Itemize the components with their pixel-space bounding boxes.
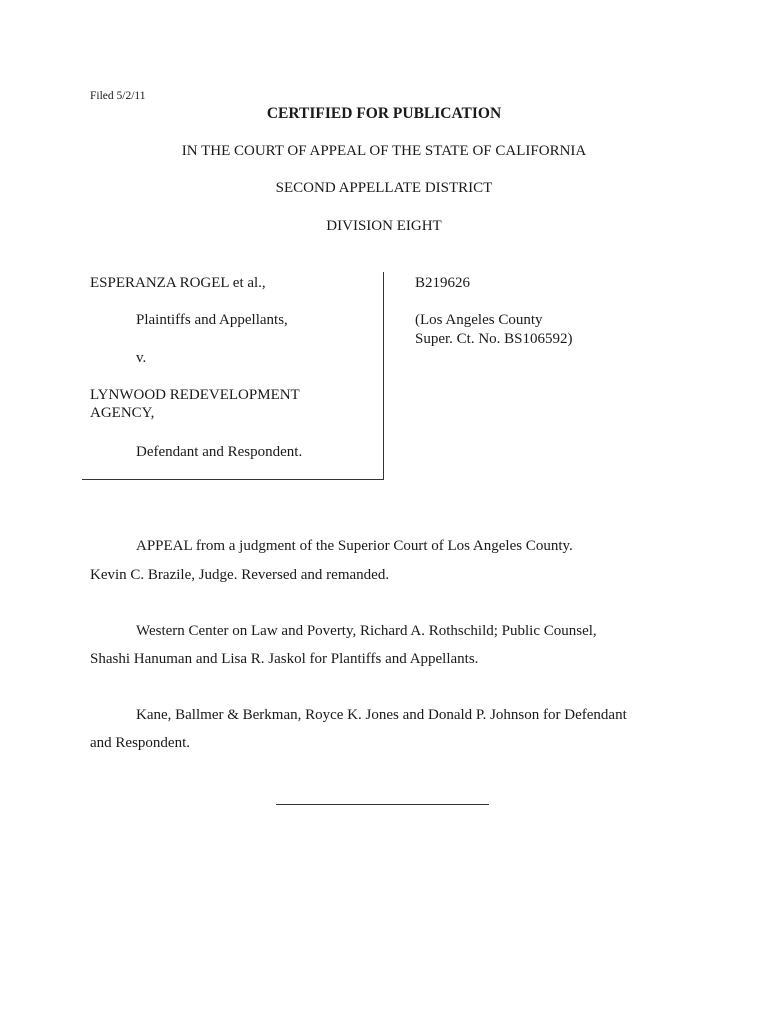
defendant-name-line2: AGENCY,: [90, 405, 155, 421]
certified-heading: CERTIFIED FOR PUBLICATION: [266, 105, 502, 122]
section-divider-rule: [276, 804, 489, 805]
filed-date: Filed 5/2/11: [90, 90, 146, 102]
plaintiff-counsel-line1: Western Center on Law and Poverty, Richard A. Rothschild; Public Counsel,: [136, 623, 597, 639]
defendant-counsel-line2: and Respondent.: [90, 735, 190, 751]
appellate-district: SECOND APPELLATE DISTRICT: [275, 180, 493, 196]
defendant-role: Defendant and Respondent.: [136, 444, 303, 460]
defendant-counsel-line1: Kane, Ballmer & Berkman, Royce K. Jones and Donald P. Johnson for Defendant: [136, 707, 627, 723]
versus: v.: [136, 350, 147, 366]
defendant-name-line1: LYNWOOD REDEVELOPMENT: [90, 387, 300, 403]
court-name: IN THE COURT OF APPEAL OF THE STATE OF CALIFORNIA: [181, 143, 587, 159]
plaintiff-counsel-line2: Shashi Hanuman and Lisa R. Jaskol for Plantiffs and Appellants.: [90, 651, 479, 667]
superior-court-line1: (Los Angeles County: [415, 312, 543, 328]
case-number: B219626: [415, 275, 471, 291]
division-name: DIVISION EIGHT: [326, 218, 442, 234]
superior-court-line2: Super. Ct. No. BS106592): [415, 331, 573, 347]
plaintiff-name: ESPERANZA ROGEL et al.,: [90, 275, 266, 291]
plaintiff-role: Plaintiffs and Appellants,: [136, 312, 288, 328]
appeal-paragraph-line2: Kevin C. Brazile, Judge. Reversed and remanded.: [90, 567, 390, 583]
appeal-paragraph-line1: APPEAL from a judgment of the Superior Court of Los Angeles County.: [136, 538, 573, 554]
